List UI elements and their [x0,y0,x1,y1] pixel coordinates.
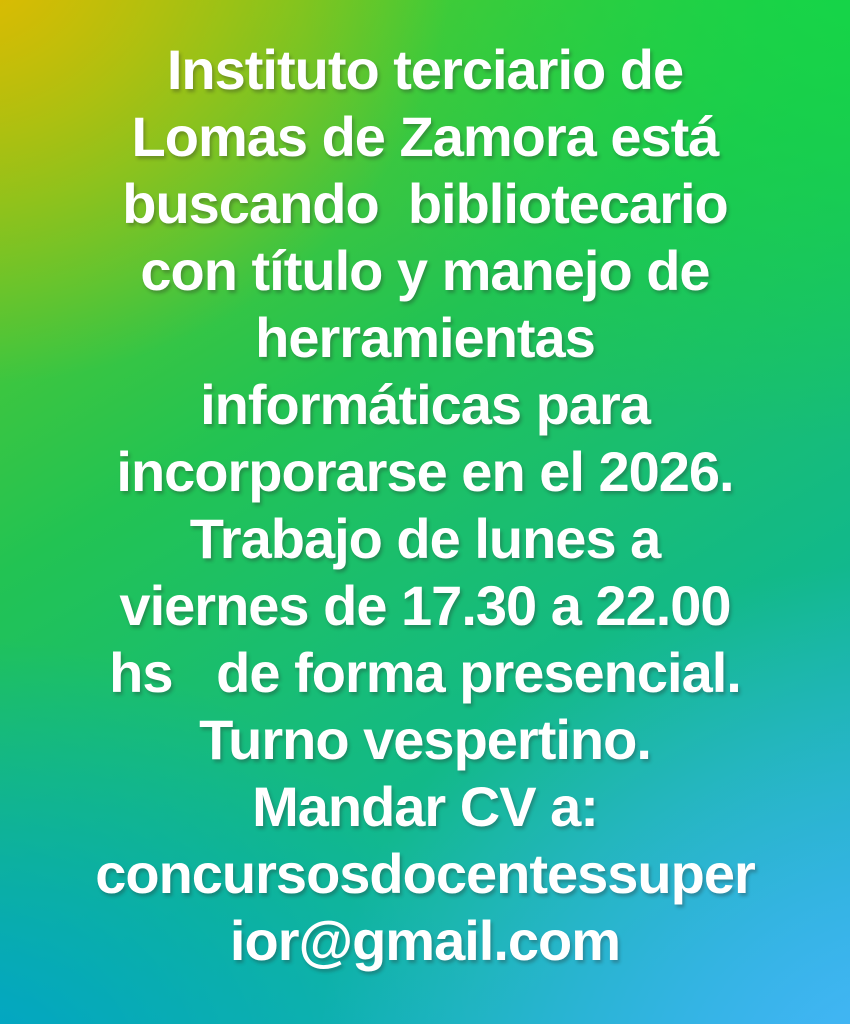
announcement-line: viernes de 17.30 a 22.00 [119,574,731,637]
announcement-line: concursosdocentessuper [95,842,755,905]
announcement-line: con título y manejo de [140,239,710,302]
announcement-line: incorporarse en el 2026. [116,440,734,503]
announcement-line: ior@gmail.com [229,909,621,972]
announcement-line: Turno vespertino. [199,708,651,771]
announcement-line: Lomas de Zamora está [131,105,719,168]
announcement-line: hs de forma presencial. [109,641,741,704]
announcement-line: informáticas para [200,373,650,436]
announcement-line: buscando bibliotecario [122,172,728,235]
announcement-line: Trabajo de lunes a [189,507,661,570]
announcement-line: Mandar CV a: [252,775,598,838]
announcement-line: herramientas [255,306,595,369]
announcement-line: Instituto terciario de [166,38,684,101]
